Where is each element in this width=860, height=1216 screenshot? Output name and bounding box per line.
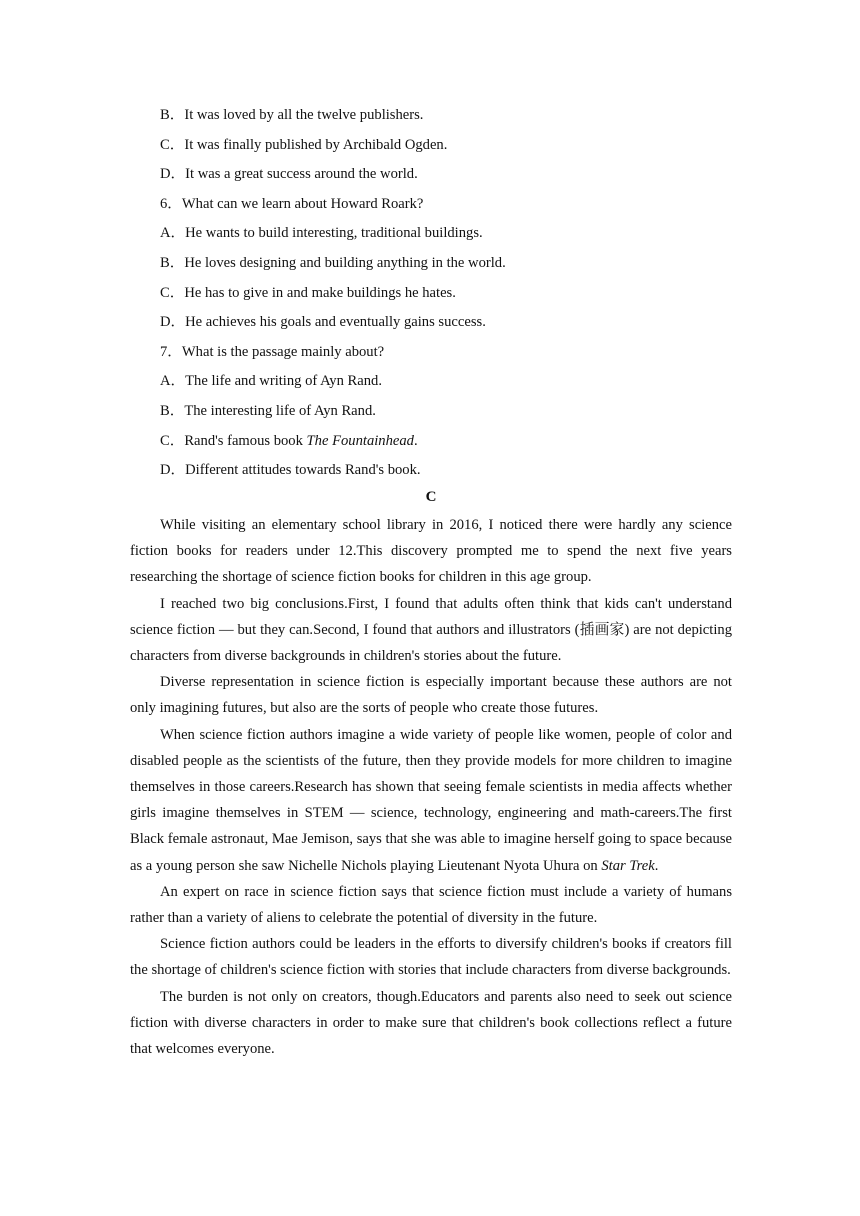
show-title: Star Trek bbox=[601, 857, 655, 874]
book-title: The Fountainhead bbox=[306, 432, 414, 449]
option-text: Rand's famous book bbox=[184, 432, 307, 449]
option-label: C． bbox=[160, 284, 185, 301]
option-line bbox=[160, 430, 760, 460]
option-line bbox=[160, 104, 760, 134]
paragraph bbox=[130, 512, 732, 591]
option-label: B． bbox=[160, 402, 185, 419]
option-text: The life and writing of Ayn Rand. bbox=[185, 373, 382, 390]
paragraph bbox=[130, 879, 732, 931]
question-text: What can we learn about Howard Roark? bbox=[181, 195, 424, 212]
option-label: A． bbox=[160, 373, 186, 390]
option-line bbox=[160, 222, 760, 252]
paragraph bbox=[130, 984, 732, 1063]
paragraph-text: The burden is not only on creators, though.Educators and parents also need to seek out science fiction with diverse characters in order to make sure that children's book collections reflect a future that welcomes everyone. bbox=[130, 988, 732, 1058]
option-text: The interesting life of Ayn Rand. bbox=[184, 402, 376, 419]
option-text-end: . bbox=[413, 432, 418, 449]
option-label: C． bbox=[160, 136, 185, 153]
paragraph bbox=[130, 722, 732, 879]
question-text: What is the passage mainly about? bbox=[181, 343, 385, 360]
paragraph bbox=[130, 931, 732, 983]
option-line bbox=[160, 134, 760, 164]
option-text: Different attitudes towards Rand's book. bbox=[185, 462, 421, 479]
option-label: A． bbox=[160, 225, 186, 242]
option-line bbox=[160, 282, 760, 312]
option-label: D． bbox=[160, 166, 186, 183]
reading-passage bbox=[130, 512, 732, 1062]
option-text: It was finally published by Archibald Ogden. bbox=[184, 136, 448, 153]
option-text: He wants to build interesting, traditional buildings. bbox=[185, 225, 483, 242]
option-line bbox=[160, 370, 760, 400]
option-label: D． bbox=[160, 462, 186, 479]
paragraph-text: When science fiction authors imagine a wide variety of people like women, people of color and disabled people as the scientists of the future, then they provide models for more children to imagine themselves in those careers.Research has shown that seeing female scientists in media affects whether girls imagine themselves in STEM — science, technology, engineering and math-careers.The first Black female astronaut, Mae Jemison, says that she was able to imagine herself going to space because as a young person she saw Nichelle Nichols playing Lieutenant Nyota Uhura on bbox=[130, 726, 732, 874]
section-heading: C bbox=[425, 489, 437, 505]
paragraph-text: Diverse representation in science fiction is especially important because these authors are not only imagining futures, but also are the sorts of people who create those futures. bbox=[130, 674, 732, 717]
option-line bbox=[160, 311, 760, 341]
option-text: He loves designing and building anything in the world. bbox=[184, 254, 506, 271]
option-text: He has to give in and make buildings he hates. bbox=[184, 284, 456, 301]
option-label: C． bbox=[160, 432, 185, 449]
paragraph-text: I reached two big conclusions.First, I found that adults often think that kids can't understand science fiction — but they can.Second, I found that authors and illustrators (插画家) are not depicting characters from diverse backgrounds in children's stories about the future. bbox=[130, 595, 732, 665]
option-label: B． bbox=[160, 254, 185, 271]
question-number: 6． bbox=[160, 195, 182, 212]
paragraph-text-end: . bbox=[654, 857, 659, 874]
paragraph bbox=[130, 669, 732, 721]
option-text: He achieves his goals and eventually gains success. bbox=[185, 314, 486, 331]
option-label: B． bbox=[160, 107, 185, 123]
option-line bbox=[160, 459, 760, 489]
paragraph-text: An expert on race in science fiction says that science fiction must include a variety of humans rather than a variety of aliens to celebrate the potential of diversity in the future. bbox=[130, 883, 732, 927]
paragraph-text: Science fiction authors could be leaders in the efforts to diversify children's books if creators fill the shortage of children's science fiction with stories that include characters from diverse backgrounds. bbox=[130, 936, 732, 979]
question-line bbox=[160, 193, 760, 223]
option-line bbox=[160, 400, 760, 430]
paragraph-text: While visiting an elementary school library in 2016, I noticed there were hardly any science fiction books for readers under 12.This discovery prompted me to spend the next five years researching the shortage of science fiction books for children in this age group. bbox=[130, 517, 732, 586]
paragraph bbox=[130, 591, 732, 670]
option-text: It was a great success around the world. bbox=[185, 166, 418, 183]
option-label: D． bbox=[160, 314, 186, 331]
answer-options bbox=[160, 104, 760, 489]
question-line bbox=[160, 341, 760, 371]
option-text: It was loved by all the twelve publishers. bbox=[184, 107, 424, 123]
option-line bbox=[160, 163, 760, 193]
question-number: 7． bbox=[160, 343, 182, 360]
option-line bbox=[160, 252, 760, 282]
